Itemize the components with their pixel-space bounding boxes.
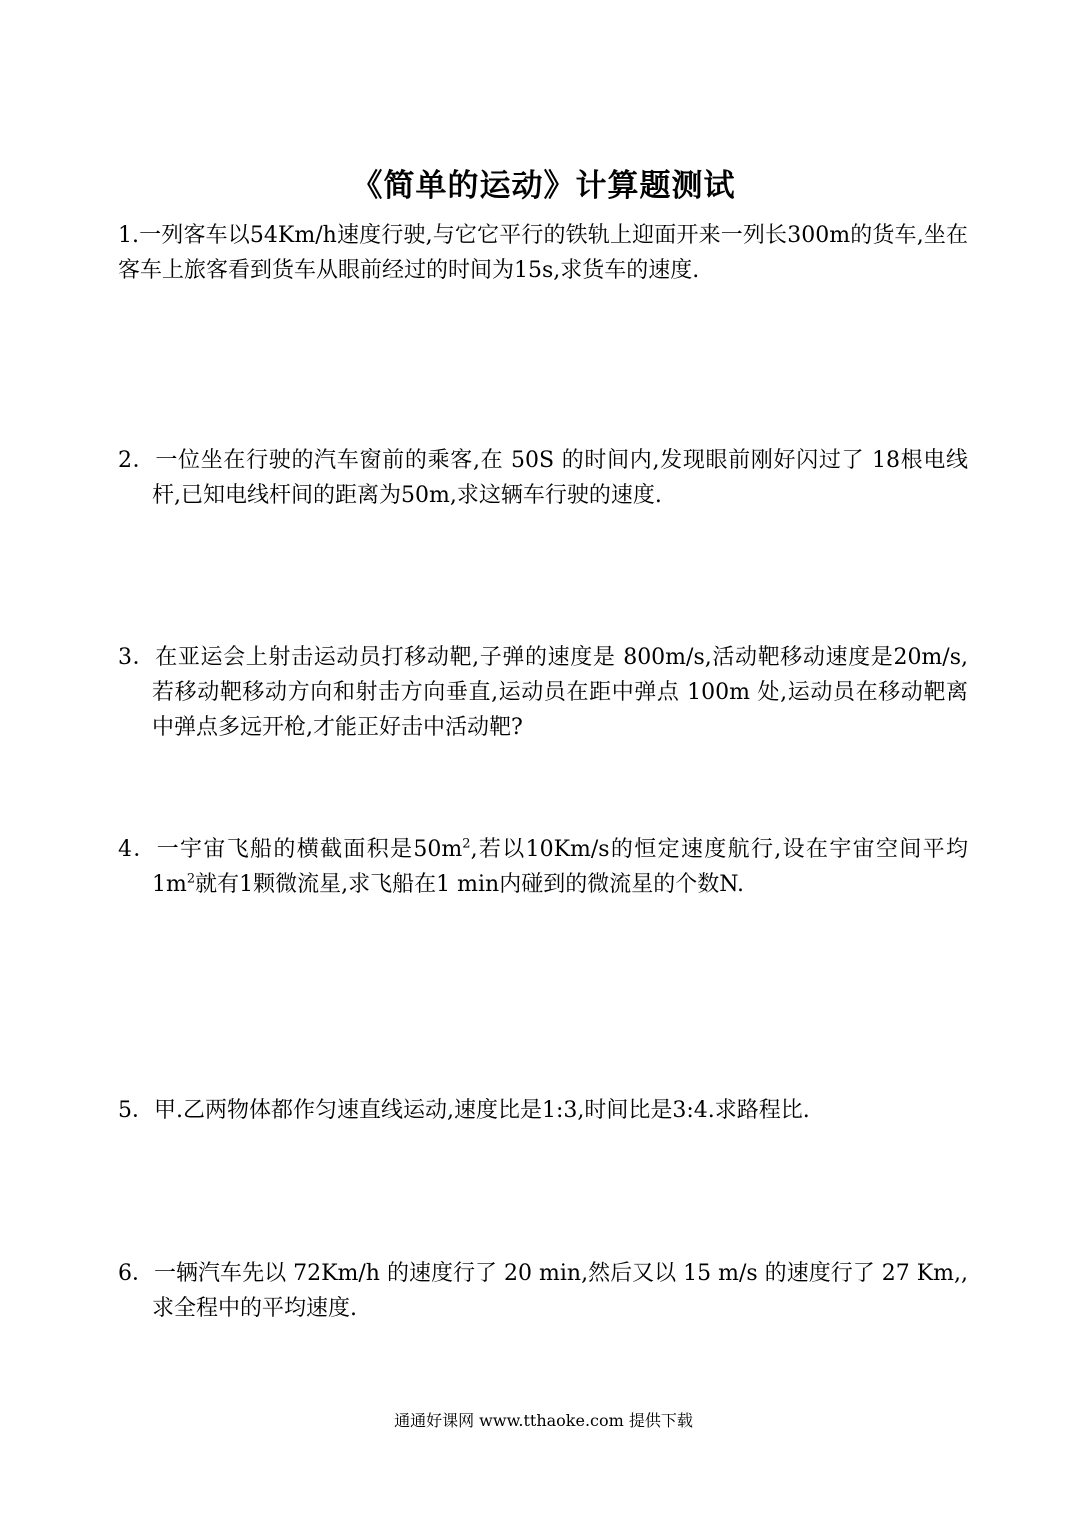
- question-text-part3: 就有1颗微流星,求飞船在1 min内碰到的微流星的个数N.: [195, 872, 745, 897]
- question-text: 一辆汽车先以 72Km/h 的速度行了 20 min,然后又以 15 m/s 的速度行了 27 Km,,求全程中的平均速度.: [152, 1261, 969, 1321]
- question-number: 3．: [118, 645, 156, 670]
- page-title: 《简单的运动》计算题测试: [351, 168, 736, 204]
- question-4: [118, 832, 968, 902]
- page-footer: 通通好课网 www.tthaoke.com 提供下载: [394, 1411, 693, 1430]
- question-number: 2．: [118, 448, 156, 473]
- question-number: 4．: [118, 837, 157, 862]
- question-number: 1.: [118, 223, 139, 248]
- question-5: [118, 1093, 968, 1128]
- question-text: 一列客车以54Km/h速度行驶,与它它平行的铁轨上迎面开来一列长300m的货车,坐在客车上旅客看到货车从眼前经过的时间为15s,求货车的速度.: [118, 223, 968, 283]
- question-text-part2: ,若以10Km/s的恒定速度航行,设在宇宙空间平均1m: [152, 837, 969, 897]
- question-3: [118, 640, 968, 745]
- question-text: 甲.乙两物体都作匀速直线运动,速度比是1:3,时间比是3:4.求路程比.: [154, 1098, 810, 1123]
- question-text-part1: 一宇宙飞船的横截面积是50m: [156, 837, 463, 862]
- question-text: 一位坐在行驶的汽车窗前的乘客,在 50S 的时间内,发现眼前刚好闪过了 18根电线杆,已知电线杆间的距离为50m,求这辆车行驶的速度.: [152, 448, 969, 508]
- question-6: [118, 1256, 968, 1326]
- question-number: 6．: [118, 1261, 155, 1286]
- superscript: 2: [186, 871, 196, 887]
- question-1: [118, 218, 968, 288]
- question-text: 在亚运会上射击运动员打移动靶,子弹的速度是 800m/s,活动靶移动速度是20m/s,若移动靶移动方向和射击方向垂直,运动员在距中弹点 100m 处,运动员在移动靶离中弹点多远开枪,才能正好击中活动靶?: [152, 645, 968, 740]
- question-number: 5．: [118, 1098, 154, 1123]
- superscript: 2: [462, 836, 471, 852]
- question-2: [118, 443, 968, 513]
